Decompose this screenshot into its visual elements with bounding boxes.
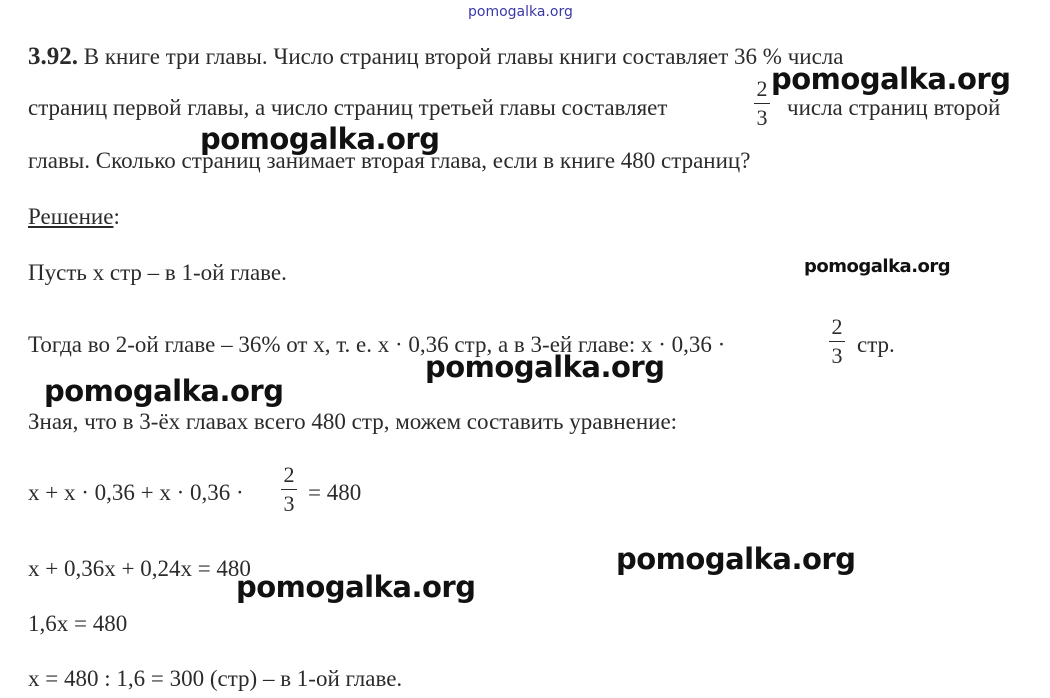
solution-heading-text: Решение <box>28 204 114 229</box>
equation-1b: = 480 <box>308 480 362 505</box>
equation-1a: х + х · 0,36 + х · 0,36 · <box>28 480 244 505</box>
header-watermark: pomogalka.org <box>468 4 573 20</box>
watermark: pomogalka.org <box>236 570 476 604</box>
fraction-numerator: 2 <box>831 314 843 339</box>
step2-fraction <box>829 316 845 367</box>
problem-line-2a: страниц первой главы, а число страниц третьей главы составляет <box>28 95 668 120</box>
watermark: pomogalka.org <box>804 256 951 277</box>
problem-line-1 <box>28 44 843 69</box>
problem-line-2b: числа страниц второй <box>787 95 1001 120</box>
watermark: pomogalka.org <box>616 542 856 576</box>
fraction-bar <box>281 489 297 490</box>
solution-heading-colon: : <box>113 204 120 229</box>
solution-step-2b: стр. <box>857 332 895 357</box>
fraction-denominator: 3 <box>283 491 295 516</box>
problem-fraction <box>754 78 770 129</box>
fraction-bar <box>754 103 770 104</box>
problem-text-1: В книге три главы. Число страниц второй главы книги составляет 36 % числа <box>83 44 844 69</box>
fraction-numerator: 2 <box>756 76 768 101</box>
fraction-denominator: 3 <box>831 343 843 368</box>
solution-step-3: Зная, что в 3-ёх главах всего 480 стр, можем составить уравнение: <box>28 409 678 434</box>
watermark: pomogalka.org <box>425 350 665 384</box>
fraction-denominator: 3 <box>756 105 768 130</box>
fraction-numerator: 2 <box>283 462 295 487</box>
equation-2: х + 0,36х + 0,24х = 480 <box>28 556 251 581</box>
solution-heading <box>28 205 120 228</box>
watermark: pomogalka.org <box>200 122 440 156</box>
eq1-fraction <box>281 464 297 515</box>
solution-step-2a: Тогда во 2-ой главе – 36% от х, т. е. х · 0,36 стр, а в 3-ей главе: х · 0,36 · <box>28 332 726 357</box>
solution-step-1: Пусть х стр – в 1-ой главе. <box>28 260 287 285</box>
equation-3: 1,6х = 480 <box>28 611 128 636</box>
equation-4: х = 480 : 1,6 = 300 (стр) – в 1-ой главе. <box>28 666 403 691</box>
fraction-bar <box>829 341 845 342</box>
watermark: pomogalka.org <box>771 62 1011 96</box>
problem-number: 3.92. <box>28 43 78 70</box>
problem-line-3: главы. Сколько страниц занимает вторая глава, если в книге 480 страниц? <box>28 148 751 173</box>
watermark: pomogalka.org <box>44 374 284 408</box>
